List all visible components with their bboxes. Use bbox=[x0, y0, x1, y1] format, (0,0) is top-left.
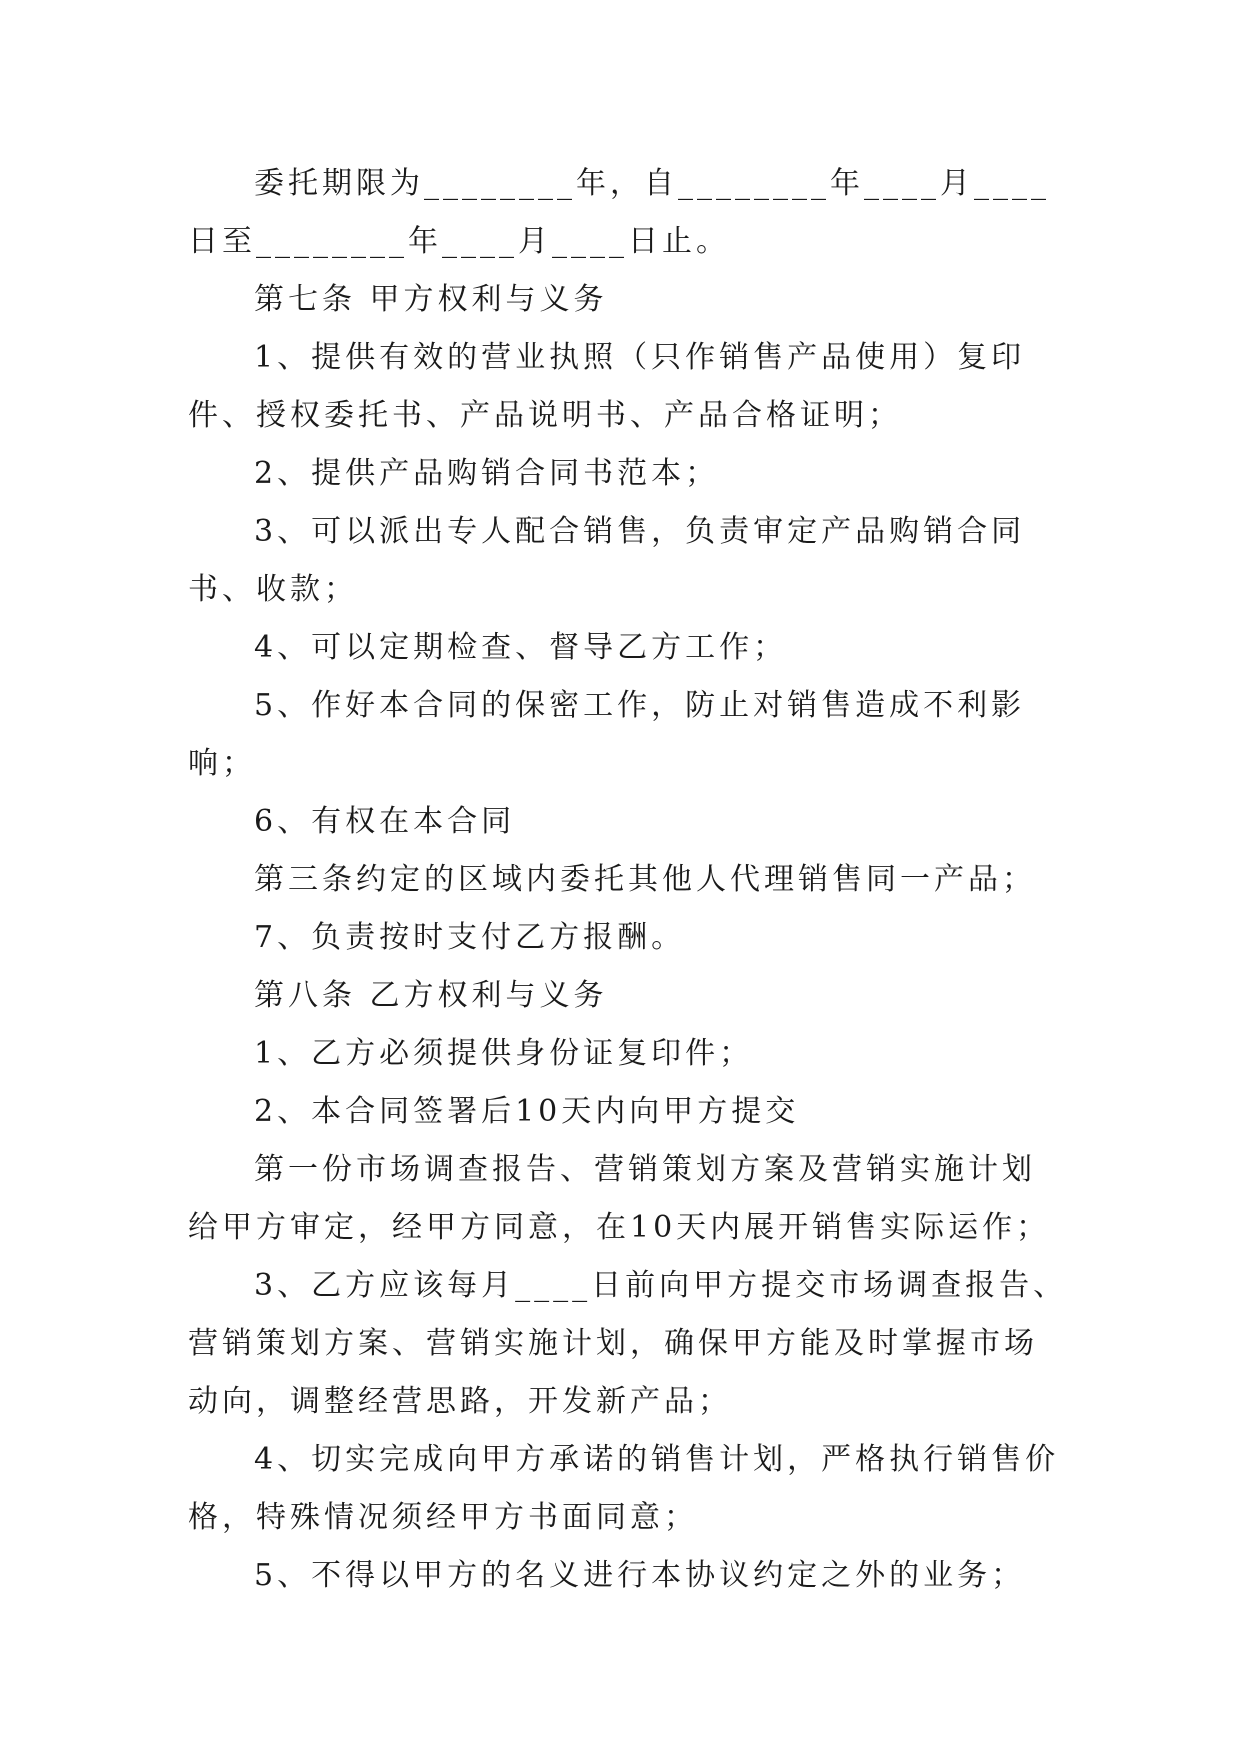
paragraph-7-4: 4、可以定期检查、督导乙方工作； bbox=[254, 630, 788, 665]
paragraph-8-5: 5、不得以甲方的名义进行本协议约定之外的业务； bbox=[254, 1558, 1026, 1593]
paragraph-8-3: 3、乙方应该每月____日前向甲方提交市场调查报告、营销策划方案、营销实施计划，确保甲方能及时掌握市场动向，调整经营思路，开发新产品； bbox=[188, 1268, 1068, 1419]
paragraph-7-3: 3、可以派出专人配合销售，负责审定产品购销合同书、收款； bbox=[188, 514, 1026, 607]
paragraph-8-1: 1、乙方必须提供身份证复印件； bbox=[254, 1036, 754, 1071]
heading-article-8: 第八条 乙方权利与义务 bbox=[254, 978, 608, 1013]
paragraph-7-6: 6、有权在本合同 bbox=[254, 804, 516, 839]
paragraph-term: 委托期限为________年，自________年____月____日至________年____月____日止。 bbox=[188, 166, 1050, 259]
paragraph-7-5: 5、作好本合同的保密工作，防止对销售造成不利影响； bbox=[188, 688, 1026, 781]
paragraph-7-1: 1、提供有效的营业执照（只作销售产品使用）复印件、授权委托书、产品说明书、产品合格证明； bbox=[188, 340, 1026, 433]
heading-article-7: 第七条 甲方权利与义务 bbox=[254, 282, 608, 317]
paragraph-7-6-cont: 第三条约定的区域内委托其他人代理销售同一产品； bbox=[254, 862, 1036, 897]
paragraph-8-4: 4、切实完成向甲方承诺的销售计划，严格执行销售价格，特殊情况须经甲方书面同意； bbox=[188, 1442, 1060, 1535]
paragraph-7-2: 2、提供产品购销合同书范本； bbox=[254, 456, 720, 491]
document-body bbox=[188, 155, 1068, 1605]
paragraph-7-7: 7、负责按时支付乙方报酬。 bbox=[254, 920, 686, 955]
paragraph-8-2: 2、本合同签署后10天内向甲方提交 bbox=[254, 1094, 800, 1129]
paragraph-8-2-cont: 第一份市场调查报告、营销策划方案及营销实施计划给甲方审定，经甲方同意，在10天内展开销售实际运作； bbox=[188, 1152, 1051, 1245]
